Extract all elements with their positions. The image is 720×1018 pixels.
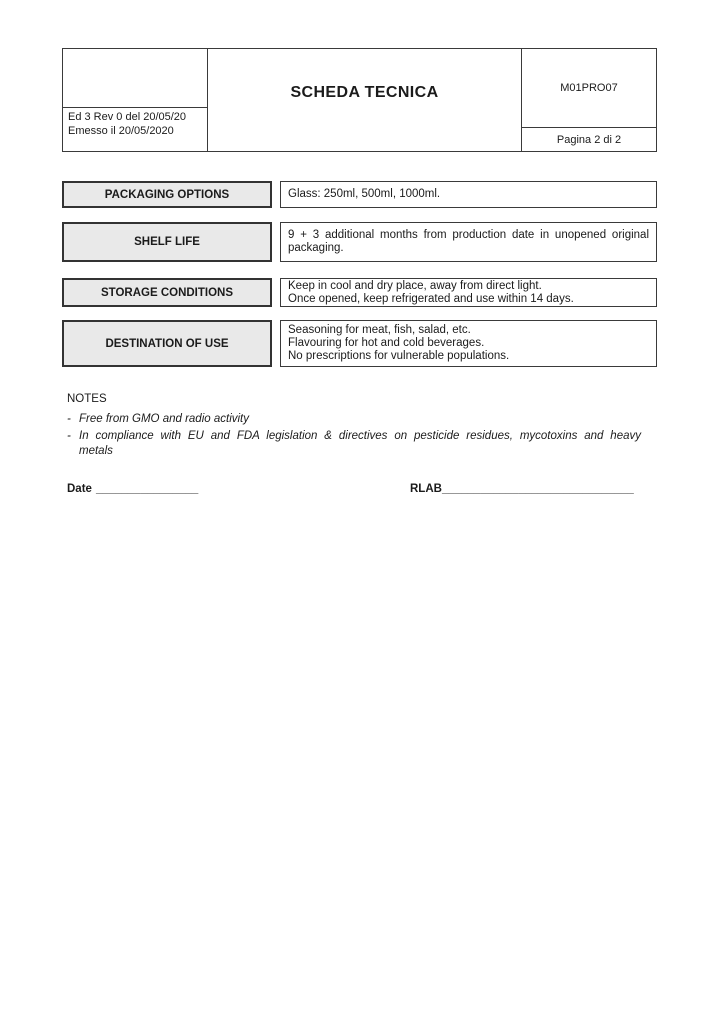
issued-line: Emesso il 20/05/2020 (68, 124, 174, 137)
section-packaging-options (62, 181, 657, 208)
date-label: Date (67, 483, 92, 495)
section-value (280, 222, 657, 262)
section-shelf-life (62, 222, 657, 262)
section-value (280, 181, 657, 208)
value-line: Once opened, keep refrigerated and use within 14 days. (288, 292, 574, 305)
rlab-label: RLAB (410, 483, 442, 495)
bullet-dash: - (67, 413, 71, 425)
section-label: SHELF LIFE (62, 222, 272, 262)
value-line: Seasoning for meat, fish, salad, etc. (288, 324, 471, 336)
value-line: Flavouring for hot and cold beverages. (288, 337, 485, 349)
section-label: PACKAGING OPTIONS (62, 181, 272, 208)
header-table (62, 48, 657, 152)
header-revision-cell (63, 49, 208, 151)
note-text: Free from GMO and radio activity (79, 413, 249, 425)
header-revision-info (63, 108, 207, 151)
note-item-gmo (67, 412, 249, 427)
section-label: STORAGE CONDITIONS (62, 278, 272, 307)
section-label: DESTINATION OF USE (62, 320, 272, 367)
document-code: M01PRO07 (522, 49, 656, 128)
note-text: In compliance with EU and FDA legislation & directives on pesticide residues, mycotoxins and heavy metals (79, 430, 641, 457)
date-signature-field (67, 483, 198, 495)
section-storage-conditions (62, 278, 657, 307)
value-line: No prescriptions for vulnerable populations. (288, 350, 510, 362)
value-line: Glass: 250ml, 500ml, 1000ml. (288, 188, 441, 200)
date-fill-line: ________________ (95, 483, 199, 495)
section-value (280, 320, 657, 367)
header-title-cell (208, 49, 521, 151)
notes-heading: NOTES (67, 393, 107, 405)
value-line: Keep in cool and dry place, away from direct light. (288, 279, 542, 292)
note-item-compliance (67, 429, 641, 458)
section-destination-of-use (62, 320, 657, 367)
header-logo-empty-cell (63, 49, 207, 108)
section-value (280, 278, 657, 307)
value-line: 9 + 3 additional months from production date in unopened original packaging. (288, 229, 649, 254)
revision-line: Ed 3 Rev 0 del 20/05/20 (68, 111, 187, 123)
page-title: SCHEDA TECNICA (290, 84, 439, 101)
rlab-fill-line: ______________________________ (441, 483, 634, 495)
page-number-label: Pagina 2 di 2 (556, 133, 622, 146)
rlab-signature-field (410, 483, 634, 495)
header-code-cell (521, 49, 656, 151)
bullet-dash: - (67, 430, 71, 442)
